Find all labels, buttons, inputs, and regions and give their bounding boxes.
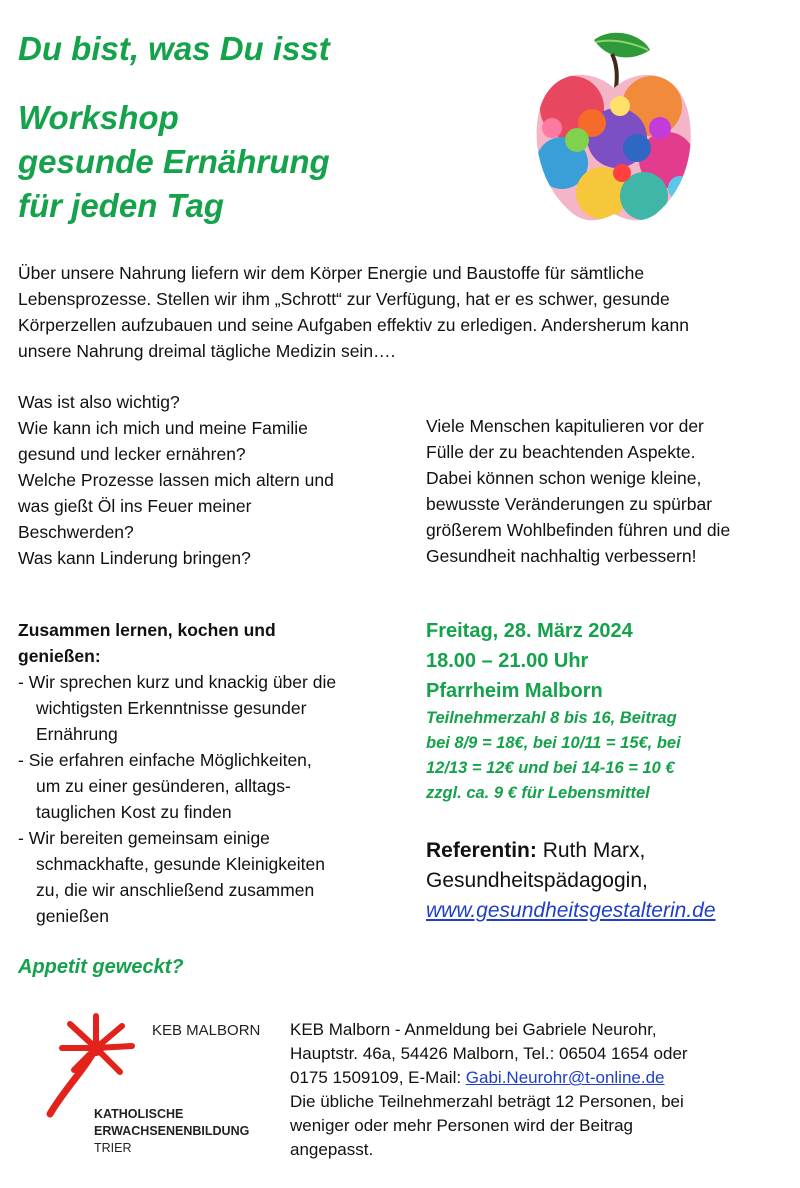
intro-paragraph (18, 260, 689, 364)
question-line: Wie kann ich mich und meine Familie (18, 418, 308, 438)
workshop-title (18, 96, 330, 228)
right-text-line: Fülle der zu beachtenden Aspekte. (426, 442, 696, 462)
keb-org-name (94, 1106, 249, 1157)
intro-line: Über unsere Nahrung liefern wir dem Körper Energie und Baustoffe für sämtliche (18, 263, 645, 283)
question-line: Welche Prozesse lassen mich altern und (18, 470, 334, 490)
together-heading: Zusammen lernen, kochen und (18, 620, 276, 640)
speaker-role: Gesundheitspädagogin, (426, 869, 648, 892)
contact-phone-text: 0175 1509109, E-Mail: (290, 1068, 466, 1087)
speaker-line (426, 836, 716, 866)
event-time: 18.00 – 21.00 Uhr (426, 650, 589, 672)
right-text-line: bewusste Veränderungen zu spürbar (426, 494, 713, 514)
contact-line: Hauptstr. 46a, 54426 Malborn, Tel.: 06504 1654 oder (290, 1044, 688, 1063)
together-item-cont: um zu einer gesünderen, alltags- (36, 776, 291, 796)
together-item: - Wir sprechen kurz und knackig über die (18, 672, 337, 692)
speaker-website-link[interactable]: www.gesundheitsgestalterin.de (426, 899, 716, 922)
keb-logo-name: KEB MALBORN (152, 1022, 261, 1039)
intro-line: unsere Nahrung dreimal tägliche Medizin sein…. (18, 341, 396, 361)
contact-line (290, 1066, 688, 1090)
event-date: Freitag, 28. März 2024 (426, 620, 633, 642)
keb-org-line: KATHOLISCHE (94, 1107, 184, 1121)
contact-line: KEB Malborn - Anmeldung bei Gabriele Neurohr, (290, 1020, 657, 1039)
page-title: Du bist, was Du isst (18, 30, 330, 67)
right-text-block (426, 413, 730, 569)
speaker-label: Referentin: (426, 839, 537, 862)
together-item: - Wir bereiten gemeinsam einige (18, 828, 270, 848)
question-line: Was kann Linderung bringen? (18, 548, 251, 568)
question-line: was gießt Öl ins Feuer meiner (18, 496, 252, 516)
together-heading: genießen: (18, 646, 101, 666)
event-fee-line: Teilnehmerzahl 8 bis 16, Beitrag (426, 709, 677, 727)
together-item: - Sie erfahren einfache Möglichkeiten, (18, 750, 312, 770)
workshop-title-line: gesunde Ernährung (18, 143, 330, 180)
workshop-title-line: Workshop (18, 99, 179, 136)
together-item-cont: wichtigsten Erkenntnisse gesunder (36, 698, 307, 718)
together-section (18, 617, 336, 929)
contact-line: Die übliche Teilnehmerzahl beträgt 12 Personen, bei (290, 1092, 684, 1111)
speaker-name: Ruth Marx, (536, 839, 646, 862)
workshop-title-line: für jeden Tag (18, 187, 224, 224)
together-item-cont: tauglichen Kost zu finden (36, 802, 232, 822)
contact-email-link[interactable]: Gabi.Neurohr@t-online.de (465, 1068, 665, 1087)
question-line: Beschwerden? (18, 522, 134, 542)
event-place: Pfarrheim Malborn (426, 680, 603, 702)
keb-org-line: ERWACHSENENBILDUNG (94, 1124, 250, 1138)
intro-line: Körperzellen aufzubauen und seine Aufgaben effektiv zu erledigen. Andersherum kann (18, 315, 689, 335)
intro-line: Lebensprozesse. Stellen wir ihm „Schrott“ zur Verfügung, hat er es schwer, gesunde (18, 289, 670, 309)
event-fee-line: zzgl. ca. 9 € für Lebensmittel (426, 784, 650, 802)
contact-line: angepasst. (290, 1140, 374, 1159)
appetit-heading: Appetit geweckt? (18, 956, 184, 978)
event-details (426, 616, 681, 806)
together-item-cont: schmackhafte, gesunde Kleinigkeiten (36, 854, 325, 874)
right-text-line: Viele Menschen kapitulieren vor der (426, 416, 704, 436)
contact-line: weniger oder mehr Personen wird der Beitrag (290, 1116, 634, 1135)
question-line: Was ist also wichtig? (18, 392, 180, 412)
event-fee-line: bei 8/9 = 18€, bei 10/11 = 15€, bei (426, 734, 681, 752)
watercolor-apple-icon (532, 28, 697, 228)
right-text-line: größerem Wohlbefinden führen und die (426, 520, 731, 540)
keb-org-line: TRIER (94, 1141, 132, 1155)
right-text-line: Gesundheit nachhaltig verbessern! (426, 546, 697, 566)
together-item-cont: Ernährung (36, 724, 118, 744)
right-text-line: Dabei können schon wenige kleine, (426, 468, 702, 488)
questions-block (18, 389, 334, 571)
speaker-block (426, 836, 716, 926)
event-fee-line: 12/13 = 12€ und bei 14-16 = 10 € (426, 759, 675, 777)
question-line: gesund und lecker ernähren? (18, 444, 246, 464)
contact-block (290, 1018, 688, 1162)
together-item-cont: zu, die wir anschließend zusammen (36, 880, 315, 900)
together-item-cont: genießen (36, 906, 109, 926)
